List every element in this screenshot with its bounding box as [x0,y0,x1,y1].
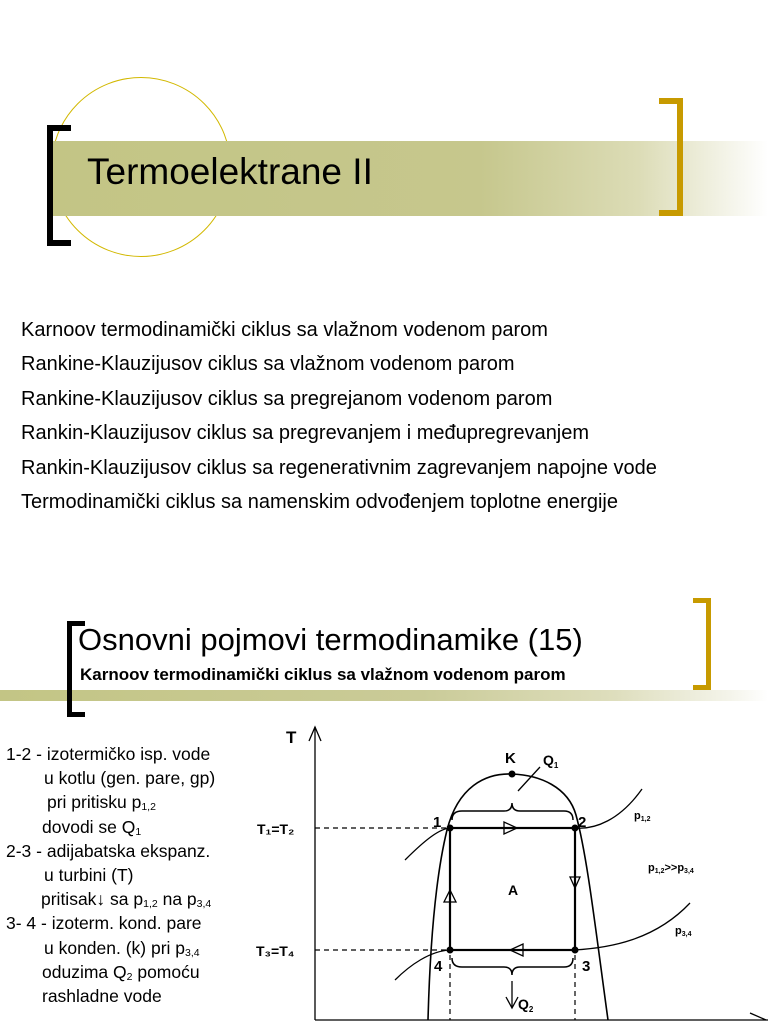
step-text: dovodi se Q [42,816,136,837]
step-line [44,863,248,887]
step-text: rashladne vode [42,985,162,1006]
step-text: 1-2 - izotermičko isp. vode [6,744,211,764]
subscript: 1,2 [143,898,158,911]
label-point-3: 3 [582,958,591,975]
subscript: 3,4 [185,946,200,959]
step-line [42,960,246,984]
agenda-item: Rankin-Klauzijusov ciklus sa regenerativnim zagrevanjem napojne vode [21,456,657,479]
step-line [42,984,246,1008]
label-area: A [508,882,519,898]
label-point-1: 1 [433,814,442,831]
label-point-4: 4 [434,958,443,975]
label-isobar-p12: p1,2 [634,810,651,823]
right-bracket [659,98,683,216]
step-text: pomoću [132,961,200,982]
slide2-title: Osnovni pojmovi termodinamike (15) [78,622,583,657]
subscript: 2 [126,970,133,983]
label-point-2: 2 [578,814,587,831]
step-text: pritisak↓ sa p [41,889,144,910]
slide2-subtitle: Karnoov termodinamički ciklus sa vlažnom vodenom parom [80,665,566,684]
step-line [47,790,251,814]
state-point [572,947,579,954]
subscript: 1 [135,825,142,838]
step-text: oduzima Q [42,961,127,982]
step-text: 3- 4 - izoterm. kond. pare [6,913,202,934]
step-line [42,815,246,839]
agenda-list [21,313,657,519]
agenda-item: Karnoov termodinamički ciklus sa vlažnom vodenom parom [21,319,548,341]
step-line [6,742,210,766]
right-bracket [693,598,711,690]
critical-point [509,771,516,778]
subscript: 1,2 [141,801,156,814]
t-axis-label: T [286,728,297,747]
left-bracket [47,125,71,246]
ts-diagram [250,715,768,1024]
process-description [6,742,216,1008]
subscript: 3,4 [196,898,212,911]
label-k: K [505,750,516,767]
agenda-item: Rankine-Klauzijusov ciklus sa pregrejanom vodenom parom [21,387,553,410]
slide1-title: Termoelektrane II [87,151,373,192]
step-line [6,839,210,863]
step-text: u turbini (T) [44,864,134,885]
q2-brace [452,958,573,975]
step-line [44,936,248,960]
label-q2: $Q_2$ [518,996,534,1014]
s-axis-arrow-icon [750,1013,766,1020]
step-line [44,766,248,790]
step-text: na p [157,889,197,910]
title-band [0,690,768,701]
step-text: 2-3 - adijabatska ekspanz. [6,840,211,861]
label-t34: T₃=T₄ [256,943,295,959]
label-t12: T₁=T₂ [257,821,295,837]
step-text: pri pritisku p [47,792,142,813]
step-text: u kotlu (gen. pare, gp) [44,768,216,789]
q1-pointer [518,767,540,791]
agenda-item: Rankin-Klauzijusov ciklus sa pregrevanjem i međupregrevanjem [21,422,590,445]
q1-brace [452,803,573,820]
agenda-item: Termodinamički ciklus sa namenskim odvođenjem toplotne energije [21,490,618,513]
agenda-item: Rankine-Klauzijusov ciklus sa vlažnom vodenom parom [21,353,515,376]
step-text: u konden. (k) pri p [44,937,186,958]
step-line [6,911,210,935]
label-isobar-p34: p3,4 [675,925,692,938]
label-pressure-relation: p1,2>>p3,4 [648,862,694,875]
label-q1: $Q_1$ [543,752,559,770]
step-line [41,887,245,911]
